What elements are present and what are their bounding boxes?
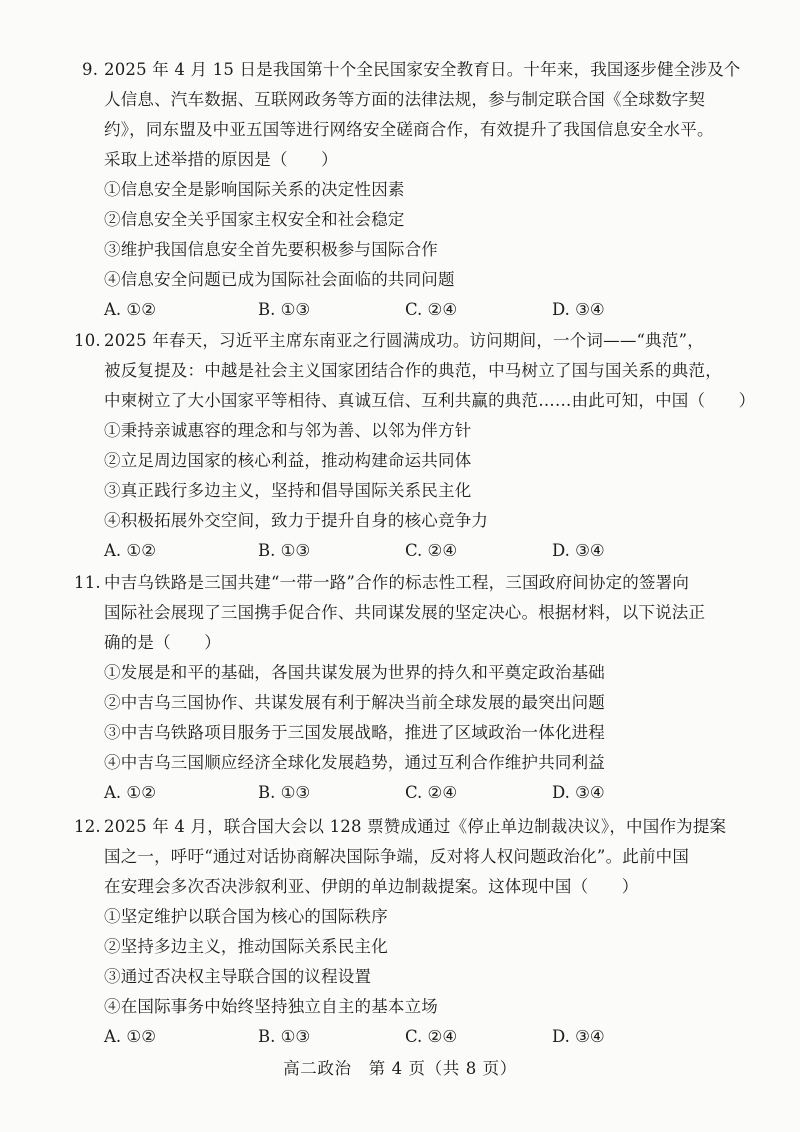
answer-choice-d[interactable]: D. ③④ [552, 1027, 605, 1046]
page-footer: 高二政治 第 4 页（共 8 页） [283, 1059, 517, 1078]
answer-choice-a[interactable]: A. ①② [104, 300, 156, 319]
answer-choice-c[interactable]: C. ②④ [405, 783, 458, 802]
statement-option: ③真正践行多边主义，坚持和倡导国际关系民主化 [104, 481, 472, 500]
answer-choice-c[interactable]: C. ②④ [405, 541, 458, 560]
question-stem-line: 中吉乌铁路是三国共建“一带一路”合作的标志性工程，三国政府间协定的签署向 [104, 573, 690, 592]
statement-option: ④中吉乌三国顺应经济全球化发展趋势，通过互利合作维护共同利益 [104, 753, 605, 772]
statement-option: ②中吉乌三国协作、共谋发展有利于解决当前全球发展的最突出问题 [104, 693, 605, 712]
question-number: 11. [74, 573, 101, 592]
answer-choices [0, 778, 800, 808]
statement-option: ①坚定维护以联合国为核心的国际秩序 [104, 907, 388, 926]
statement-option: ④在国际事务中始终坚持独立自主的基本立场 [104, 997, 438, 1016]
question-number: 9. [82, 60, 99, 79]
question-stem-line: 2025 年 4 月，联合国大会以 128 票赞成通过《停止单边制裁决议》，中国作为提案 [104, 817, 727, 836]
answer-choice-b[interactable]: B. ①③ [258, 541, 311, 560]
answer-choices [0, 295, 800, 325]
question-stem-line: 2025 年 4 月 15 日是我国第十个全民国家安全教育日。十年来，我国逐步健全涉及个 [104, 60, 741, 79]
answer-choice-b[interactable]: B. ①③ [258, 300, 311, 319]
statement-option: ②立足周边国家的核心利益，推动构建命运共同体 [104, 451, 472, 470]
statement-option: ③中吉乌铁路项目服务于三国发展战略，推进了区域政治一体化进程 [104, 723, 605, 742]
question-stem-line: 确的是（ ） [104, 633, 221, 652]
question-stem-line: 约》，同东盟及中亚五国等进行网络安全磋商合作，有效提升了我国信息安全水平。 [104, 120, 714, 139]
answer-choice-a[interactable]: A. ①② [104, 783, 156, 802]
question-stem-line: 在安理会多次否决涉叙利亚、伊朗的单边制裁提案。这体现中国（ ） [104, 877, 639, 896]
answer-choices [0, 536, 800, 566]
question-stem-line: 国之一，呼吁“通过对话协商解决国际争端，反对将人权问题政治化”。此前中国 [104, 847, 690, 866]
answer-choices [0, 1022, 800, 1052]
statement-option: ③通过否决权主导联合国的议程设置 [104, 967, 372, 986]
question-stem-line: 中柬树立了大小国家平等相待、真诚互信、互利共赢的典范……由此可知，中国（ ） [104, 391, 756, 410]
statement-option: ①发展是和平的基础，各国共谋发展为世界的持久和平奠定政治基础 [104, 663, 605, 682]
question-stem-line: 人信息、汽车数据、互联网政务等方面的法律法规，参与制定联合国《全球数字契 [104, 90, 706, 109]
statement-option: ②信息安全关乎国家主权安全和社会稳定 [104, 210, 405, 229]
answer-choice-c[interactable]: C. ②④ [405, 300, 458, 319]
question-stem-line: 国际社会展现了三国携手促合作、共同谋发展的坚定决心。根据材料，以下说法正 [104, 603, 706, 622]
statement-option: ②坚持多边主义，推动国际关系民主化 [104, 937, 388, 956]
question-stem-line: 采取上述举措的原因是（ ） [104, 150, 338, 169]
statement-option: ①秉持亲诚惠容的理念和与邻为善、以邻为伴方针 [104, 421, 472, 440]
answer-choice-b[interactable]: B. ①③ [258, 1027, 311, 1046]
answer-choice-d[interactable]: D. ③④ [552, 541, 605, 560]
answer-choice-d[interactable]: D. ③④ [552, 783, 605, 802]
answer-choice-d[interactable]: D. ③④ [552, 300, 605, 319]
answer-choice-c[interactable]: C. ②④ [405, 1027, 458, 1046]
question-stem-line: 2025 年春天，习近平主席东南亚之行圆满成功。访问期间，一个词——“典范”， [104, 331, 704, 350]
answer-choice-a[interactable]: A. ①② [104, 541, 156, 560]
statement-option: ③维护我国信息安全首先要积极参与国际合作 [104, 240, 438, 259]
statement-option: ①信息安全是影响国际关系的决定性因素 [104, 180, 405, 199]
question-number: 12. [74, 817, 101, 836]
statement-option: ④积极拓展外交空间，致力于提升自身的核心竞争力 [104, 511, 489, 530]
answer-choice-b[interactable]: B. ①③ [258, 783, 311, 802]
question-number: 10. [74, 331, 101, 350]
statement-option: ④信息安全问题已成为国际社会面临的共同问题 [104, 270, 455, 289]
question-stem-line: 被反复提及：中越是社会主义国家团结合作的典范，中马树立了国与国关系的典范， [104, 361, 722, 380]
answer-choice-a[interactable]: A. ①② [104, 1027, 156, 1046]
